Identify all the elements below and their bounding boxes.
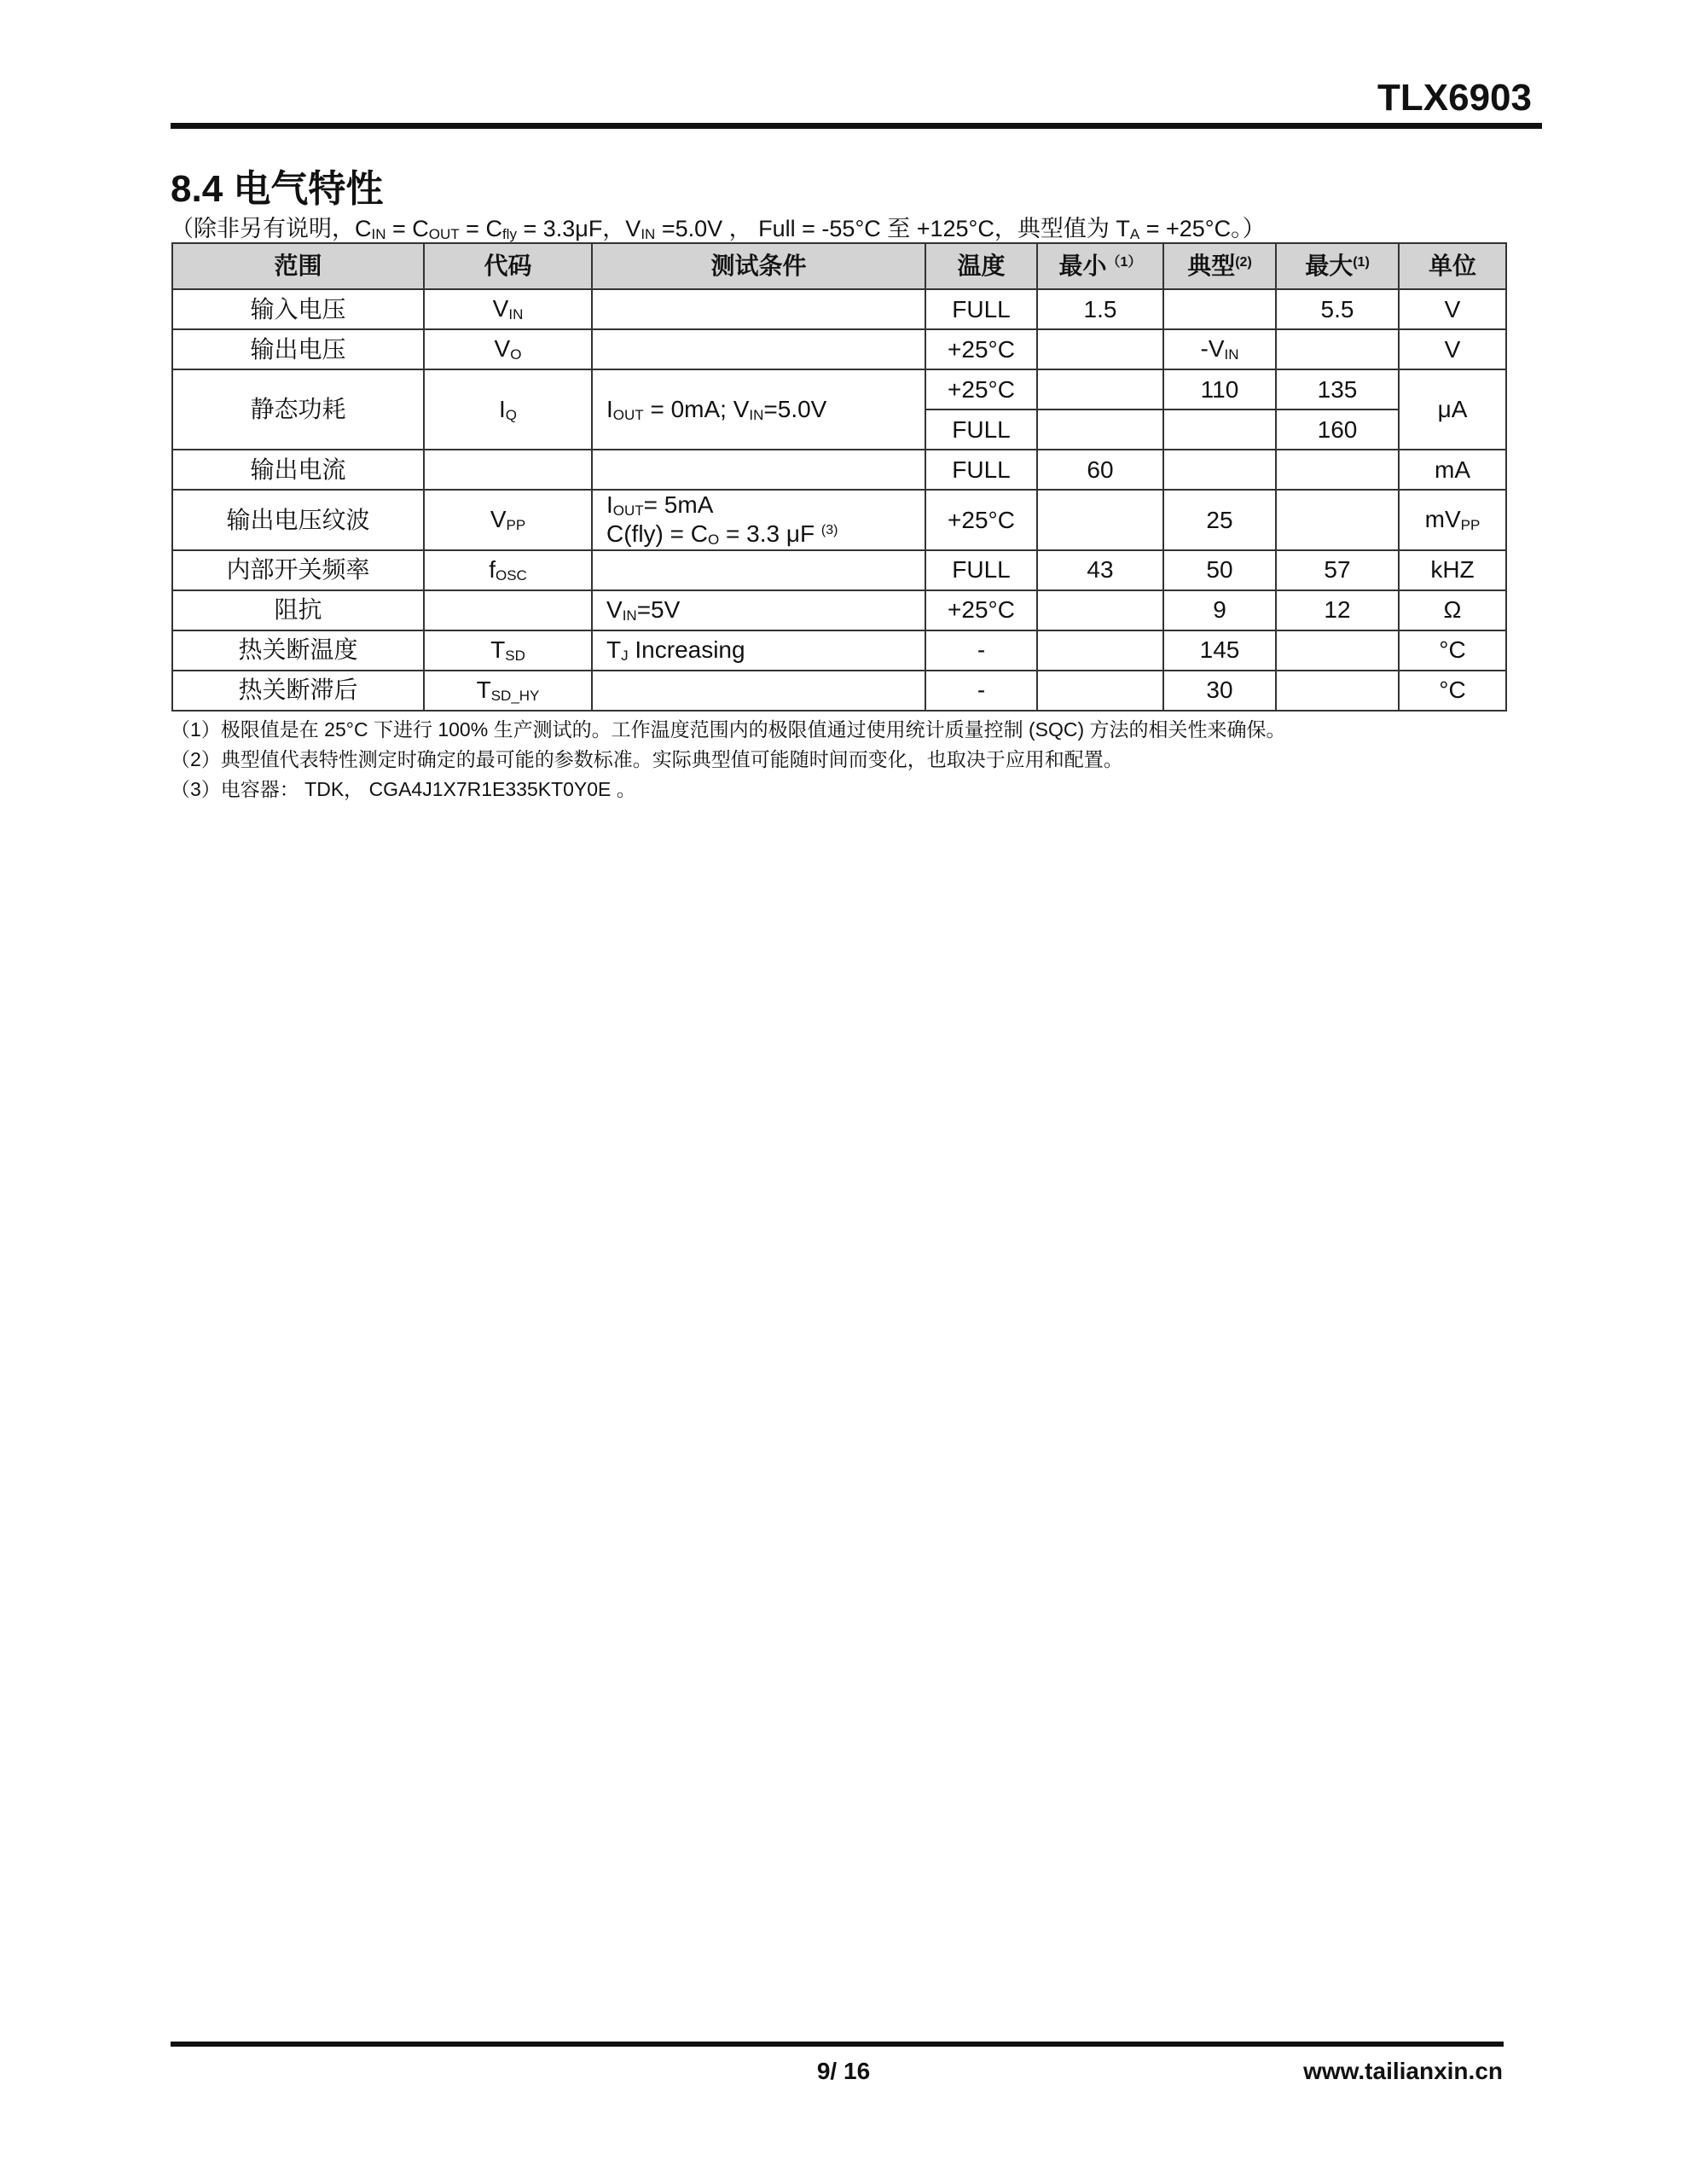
symbol-cell: $f_{OSC}$	[424, 550, 592, 590]
param-cell: 内部开关频率	[172, 550, 424, 590]
unit-cell: V	[1399, 289, 1506, 329]
max-cell	[1276, 329, 1399, 369]
symbol-cell: $V_{PP}$	[424, 490, 592, 550]
unit-cell: °C	[1399, 630, 1506, 671]
header-unit: 单位	[1399, 243, 1506, 289]
condition-cell	[592, 289, 925, 329]
max-cell: 160	[1276, 410, 1399, 450]
table-row	[172, 450, 1506, 490]
max-cell: 135	[1276, 369, 1399, 410]
temp-cell: +25°C	[925, 490, 1037, 550]
condition-line-2: $C(fly) = C_O = 3.3$ μF $^{(3)}$	[606, 520, 838, 549]
min-cell	[1037, 590, 1163, 630]
header-max: 最大$^{(1)}$	[1276, 243, 1399, 289]
min-cell	[1037, 369, 1163, 410]
max-cell	[1276, 450, 1399, 490]
electrical-characteristics-table	[171, 242, 1507, 712]
min-cell: 43	[1037, 550, 1163, 590]
condition-cell: $T_J$ Increasing	[592, 630, 925, 671]
symbol-cell: $V_{IN}$	[424, 289, 592, 329]
condition-cell	[592, 450, 925, 490]
min-cell	[1037, 410, 1163, 450]
typ-cell: $-V_{IN}$	[1163, 329, 1276, 369]
temp-cell: FULL	[925, 289, 1037, 329]
header-range: 范围	[172, 243, 424, 289]
param-cell: 热关断滞后	[172, 671, 424, 711]
typ-cell: 9	[1163, 590, 1276, 630]
symbol-cell: $T_{SD\_HY}$	[424, 671, 592, 711]
typ-cell: 30	[1163, 671, 1276, 711]
condition-cell	[592, 329, 925, 369]
table-row	[172, 671, 1506, 711]
symbol-cell: $V_O$	[424, 329, 592, 369]
table-row	[172, 550, 1506, 590]
typ-cell: 50	[1163, 550, 1276, 590]
symbol-cell	[424, 450, 592, 490]
table-header-row	[172, 243, 1506, 289]
footer-divider	[171, 2042, 1504, 2047]
unit-cell: kHZ	[1399, 550, 1506, 590]
temp-cell: +25°C	[925, 590, 1037, 630]
max-cell	[1276, 630, 1399, 671]
table-row	[172, 369, 1506, 410]
typ-cell: 110	[1163, 369, 1276, 410]
test-conditions: （除非另有说明，$C_{IN} = C_{OUT} = C_{fly} = 3.3\mu F$，$V_{IN} =5.0V$ ， Full = -55°C 至 +125°C，典型值为 $T_A = +25^\circ C$。）	[171, 216, 1266, 242]
condition-cell	[592, 490, 925, 550]
note-3: （3）电容器： TDK， CGA4J1X7R1E335KT0Y0E 。	[171, 778, 636, 800]
table-row	[172, 289, 1506, 329]
symbol-cell: $I_Q$	[424, 369, 592, 450]
temp-cell: FULL	[925, 550, 1037, 590]
unit-cell: Ω	[1399, 590, 1506, 630]
condition-cell	[592, 671, 925, 711]
temp-cell: +25°C	[925, 329, 1037, 369]
param-cell: 输入电压	[172, 289, 424, 329]
note-1: （1）极限值是在 25°C 下进行 100% 生产测试的。工作温度范围内的极限值通过使用统计质量控制 (SQC) 方法的相关性来确保。	[171, 718, 1286, 741]
typ-cell	[1163, 289, 1276, 329]
min-cell: 1.5	[1037, 289, 1163, 329]
table-row	[172, 630, 1506, 671]
header-condition: 测试条件	[592, 243, 925, 289]
table-row	[172, 590, 1506, 630]
typ-cell: 145	[1163, 630, 1276, 671]
param-cell: 静态功耗	[172, 369, 424, 450]
condition-cell: $I_{OUT} = 0mA$; $V_{IN}=5.0V$	[592, 369, 925, 450]
max-cell: 5.5	[1276, 289, 1399, 329]
min-cell	[1037, 630, 1163, 671]
table-row	[172, 490, 1506, 550]
param-cell: 输出电流	[172, 450, 424, 490]
typ-cell: 25	[1163, 490, 1276, 550]
header-code: 代码	[424, 243, 592, 289]
typ-cell	[1163, 410, 1276, 450]
max-cell: 12	[1276, 590, 1399, 630]
header-min: 最小$^{(1)}$	[1037, 243, 1163, 289]
table-notes	[171, 715, 1286, 804]
page-number: 9/ 16	[816, 2058, 871, 2084]
header-typ: 典型$^{(2)}$	[1163, 243, 1276, 289]
min-cell	[1037, 671, 1163, 711]
temp-cell: +25°C	[925, 369, 1037, 410]
temp-cell: FULL	[925, 450, 1037, 490]
param-cell: 输出电压	[172, 329, 424, 369]
header-divider	[171, 123, 1542, 129]
symbol-cell	[424, 590, 592, 630]
max-cell	[1276, 671, 1399, 711]
condition-line-1: $I_{OUT}= 5mA$	[606, 491, 714, 519]
min-cell	[1037, 490, 1163, 550]
param-cell: 阻抗	[172, 590, 424, 630]
typ-cell	[1163, 450, 1276, 490]
temp-cell: -	[925, 671, 1037, 711]
table-row	[172, 329, 1506, 369]
temp-cell: -	[925, 630, 1037, 671]
unit-cell: °C	[1399, 671, 1506, 711]
unit-cell: V	[1399, 329, 1506, 369]
note-2: （2）典型值代表特性测定时确定的最可能的参数标准。实际典型值可能随时间而变化，也取决于应用和配置。	[171, 748, 1123, 770]
document-title: TLX6903	[1377, 77, 1532, 119]
temp-cell: FULL	[925, 410, 1037, 450]
condition-cell: $V_{IN}=5V$	[592, 590, 925, 630]
symbol-cell: $T_{SD}$	[424, 630, 592, 671]
unit-cell: mA	[1399, 450, 1506, 490]
header-temp: 温度	[925, 243, 1037, 289]
max-cell	[1276, 490, 1399, 550]
condition-cell	[592, 550, 925, 590]
unit-cell: μA	[1399, 369, 1506, 450]
param-cell: 输出电压纹波	[172, 490, 424, 550]
website-label: www.tailianxin.cn	[1303, 2058, 1503, 2084]
unit-cell: $mV_{PP}$	[1399, 490, 1506, 550]
min-cell: 60	[1037, 450, 1163, 490]
min-cell	[1037, 329, 1163, 369]
param-cell: 热关断温度	[172, 630, 424, 671]
section-title: 8.4 电气特性	[171, 168, 384, 210]
max-cell: 57	[1276, 550, 1399, 590]
